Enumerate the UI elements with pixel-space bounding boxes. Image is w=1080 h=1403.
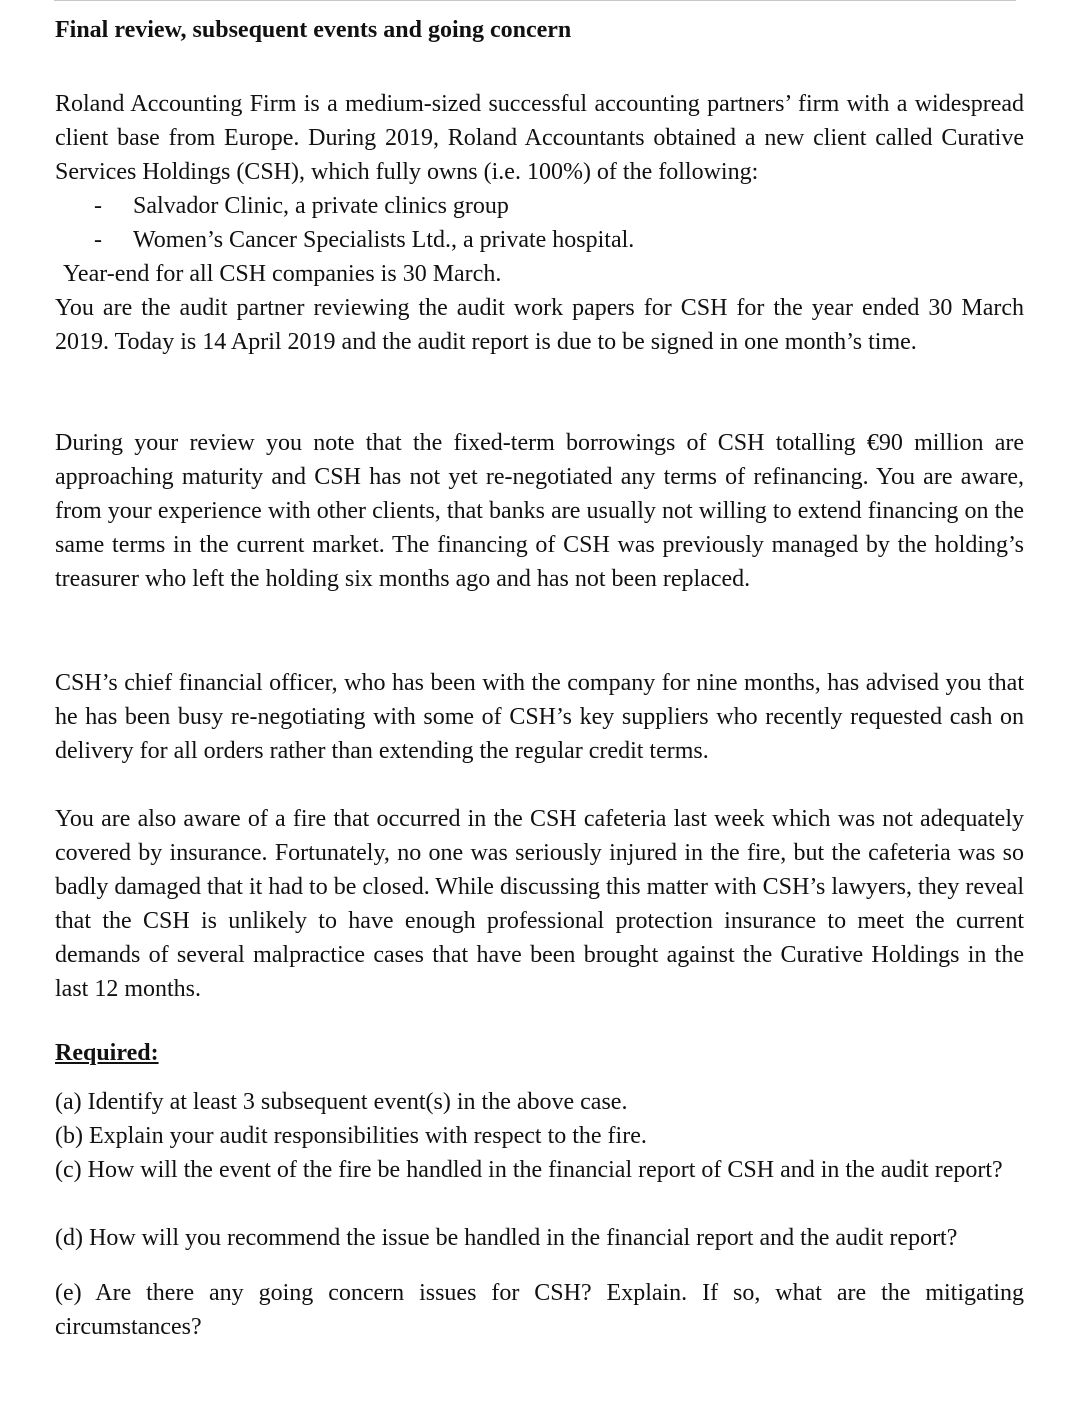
audit-context-paragraph: You are the audit partner reviewing the audit work papers for CSH for the year ended 30 March 2019. Today is 14 April 2019 and the audit report is due to be signed in one month’s time.	[55, 295, 1024, 355]
question-e: (e) Are there any going concern issues for CSH? Explain. If so, what are the mitigating circumstances?	[55, 1280, 1024, 1340]
list-item	[55, 189, 1024, 223]
year-end-line: Year-end for all CSH companies is 30 March.	[63, 261, 502, 287]
cfo-paragraph: CSH’s chief financial officer, who has been with the company for nine months, has advised you that he has been busy re-negotiating with some of CSH’s key suppliers who recently requested cash on delivery for all orders rather than extending the regular credit terms.	[55, 670, 1024, 764]
borrowings-paragraph: During your review you note that the fixed-term borrowings of CSH totalling €90 million are approaching maturity and CSH has not yet re-negotiated any terms of refinancing. You are aware, from your experience with other clients, that banks are usually not willing to extend financing on the same terms in the current market. The financing of CSH was previously managed by the holding’s treasurer who left the holding six months ago and has not been replaced.	[55, 430, 1024, 592]
top-divider	[54, 0, 1016, 1]
subsidiary-text: Salvador Clinic, a private clinics group	[133, 193, 509, 219]
required-heading: Required:	[55, 1040, 159, 1066]
document-title: Final review, subsequent events and going concern	[55, 17, 572, 43]
subsidiary-list	[55, 189, 1024, 257]
bullet-dash: -	[94, 227, 102, 253]
list-item	[55, 223, 1024, 257]
question-a: (a) Identify at least 3 subsequent event(s) in the above case.	[55, 1089, 628, 1115]
question-b: (b) Explain your audit responsibilities with respect to the fire.	[55, 1123, 647, 1149]
subsidiary-text: Women’s Cancer Specialists Ltd., a private hospital.	[133, 227, 635, 253]
fire-paragraph: You are also aware of a fire that occurred in the CSH cafeteria last week which was not adequately covered by insurance. Fortunately, no one was seriously injured in the fire, but the cafeteria was so badly damaged that it had to be closed. While discussing this matter with CSH’s lawyers, they reveal that the CSH is unlikely to have enough professional protection insurance to meet the current demands of several malpractice cases that have been brought against the Curative Holdings in the last 12 months.	[55, 806, 1024, 1002]
bullet-dash: -	[94, 193, 102, 219]
question-d: (d) How will you recommend the issue be handled in the financial report and the audit report?	[55, 1225, 958, 1251]
intro-paragraph: Roland Accounting Firm is a medium-sized successful accounting partners’ firm with a widespread client base from Europe. During 2019, Roland Accountants obtained a new client called Curative Services Holdings (CSH), which fully owns (i.e. 100%) of the following:	[55, 91, 1024, 185]
question-c: (c) How will the event of the fire be handled in the financial report of CSH and in the audit report?	[55, 1157, 1003, 1183]
